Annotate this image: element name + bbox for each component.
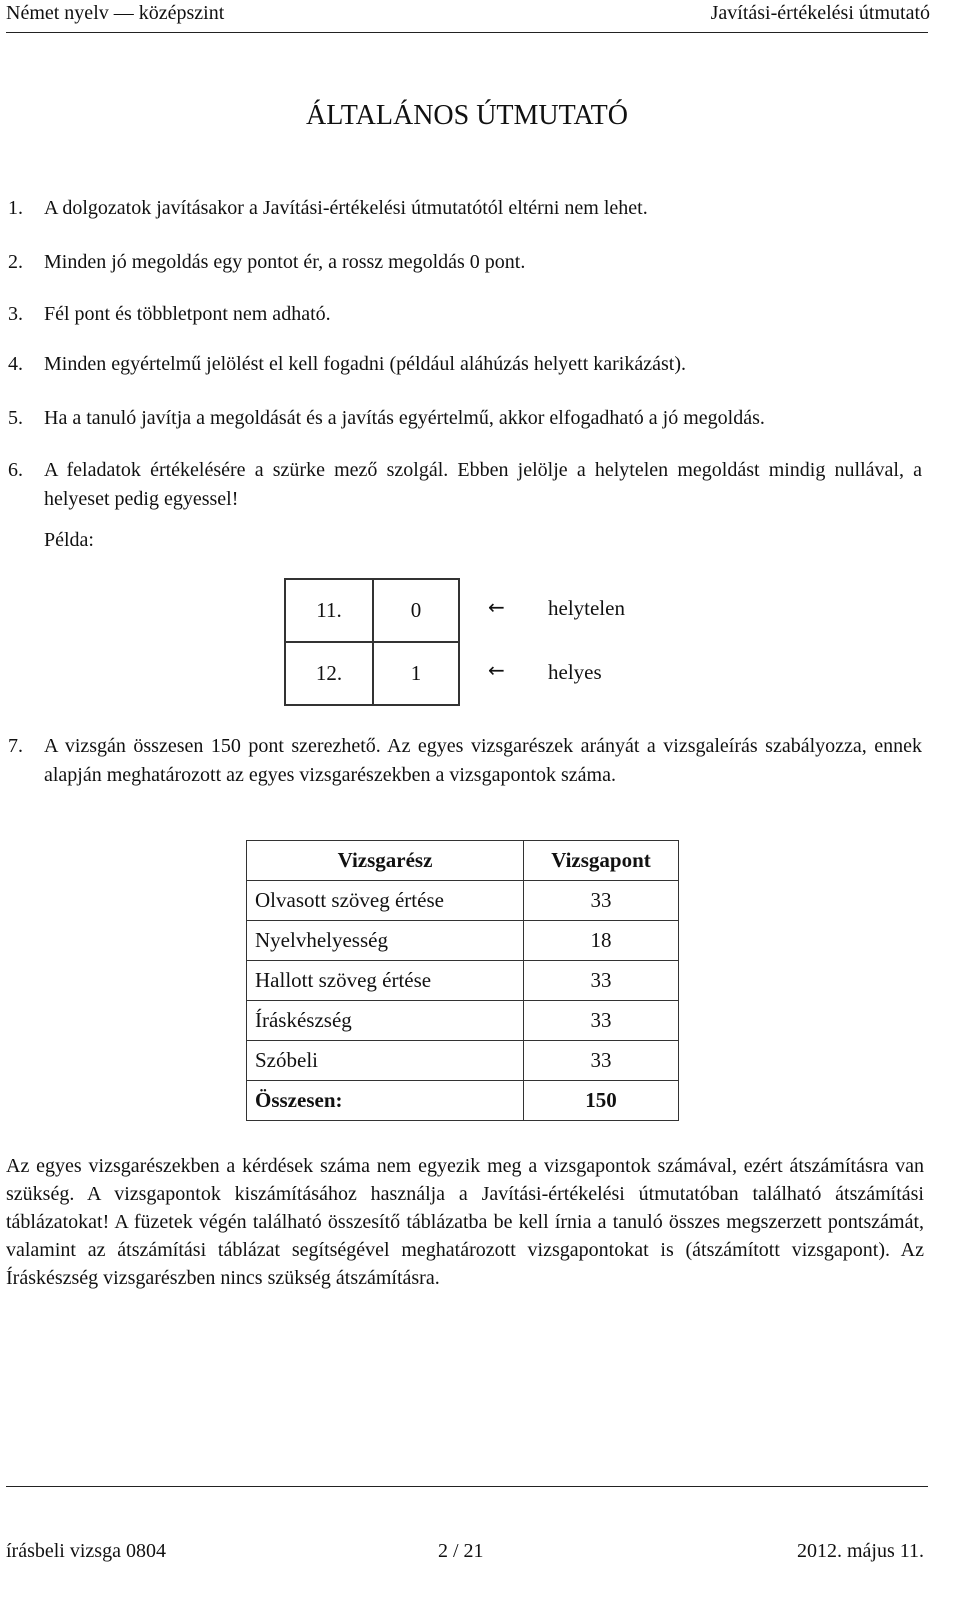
header-subject: Német nyelv — középszint: [6, 2, 225, 24]
exam-points: 33: [524, 1001, 679, 1041]
list-item-3: [8, 300, 922, 329]
exam-part: Hallott szöveg értése: [247, 961, 524, 1001]
column-header: Vizsgapont: [524, 841, 679, 881]
exam-points: 33: [524, 881, 679, 921]
table-total-row: [247, 1081, 679, 1121]
list-item-text: A vizsgán összesen 150 pont szerezhető. Az egyes vizsgarészek arányát a vizsgaleírás szabályozza, ennek alapján meghatározott az egyes vizsgarészekben a vizsgapontok száma.: [44, 735, 922, 786]
list-item-2: [8, 248, 922, 277]
exam-part: Nyelvhelyesség: [247, 921, 524, 961]
list-item-text: A dolgozatok javításakor a Javítási-értékelési útmutatótól eltérni nem lehet.: [44, 197, 648, 219]
conversion-paragraph: Az egyes vizsgarészekben a kérdések száma nem egyezik meg a vizsgapontok számával, ezért átszámításra van szükség. A vizsgapontok kiszámításához használja a Javítási-értékelési útmutatóban található átszámítási táblázatokat! A füzetek végén található összesítő táblázatba be kell írnia a tanuló összes megszerzett pontszámát, valamint az átszámítási táblázat segítségével meghatározott vizsgapontokat is (átszámított vizsgapont). Az Íráskészség vizsgarészben nincs szükség átszámításra.: [6, 1155, 924, 1289]
column-header: Vizsgarész: [247, 841, 524, 881]
footer-exam-code: írásbeli vizsga 0804: [6, 1540, 166, 1562]
list-item-number: 4.: [8, 353, 23, 375]
page-number: 2 / 21: [438, 1540, 484, 1562]
exam-points-table: [246, 840, 679, 1121]
total-points: 150: [524, 1081, 679, 1121]
arrow-left-icon: ←: [488, 595, 505, 619]
table-row: [247, 921, 679, 961]
list-item-1: [8, 194, 922, 223]
table-row: [285, 579, 459, 642]
example-answer-value: 1: [373, 642, 459, 705]
example-task-number: 12.: [285, 642, 373, 705]
list-item-5: [8, 404, 922, 433]
example-note: helytelen: [548, 596, 625, 620]
list-item-text: Minden egyértelmű jelölést el kell fogadni (például aláhúzás helyett karikázást).: [44, 353, 686, 375]
list-item-number: 3.: [8, 303, 23, 325]
exam-points: 33: [524, 1041, 679, 1081]
list-item-number: 6.: [8, 459, 23, 481]
list-item-text: Minden jó megoldás egy pontot ér, a rossz megoldás 0 pont.: [44, 251, 526, 273]
page-title: ÁLTALÁNOS ÚTMUTATÓ: [306, 100, 628, 131]
list-item-number: 7.: [8, 735, 23, 757]
exam-part: Íráskészség: [247, 1001, 524, 1041]
table-row: [247, 1001, 679, 1041]
example-task-number: 11.: [285, 579, 373, 642]
list-item-text: Fél pont és többletpont nem adható.: [44, 303, 331, 325]
table-row: [247, 961, 679, 1001]
list-item-7: [8, 732, 922, 790]
example-label: Példa:: [44, 529, 94, 551]
example-note: helyes: [548, 660, 602, 684]
table-header-row: [247, 841, 679, 881]
example-answer-table: [284, 578, 460, 706]
list-item-number: 5.: [8, 407, 23, 429]
list-item-text: Ha a tanuló javítja a megoldását és a javítás egyértelmű, akkor elfogadható a jó megoldás.: [44, 407, 765, 429]
list-item-text: A feladatok értékelésére a szürke mező szolgál. Ebben jelölje a helytelen megoldást mindig nullával, a helyeset pedig egyessel!: [44, 459, 922, 510]
total-label: Összesen:: [247, 1081, 524, 1121]
exam-points: 18: [524, 921, 679, 961]
table-row: [285, 642, 459, 705]
exam-part: Olvasott szöveg értése: [247, 881, 524, 921]
arrow-left-icon: ←: [488, 658, 505, 682]
header-divider: [6, 32, 928, 33]
list-item-4: [8, 350, 922, 379]
list-item-6: [8, 456, 922, 514]
footer-divider: [6, 1486, 928, 1487]
footer-date: 2012. május 11.: [796, 1540, 924, 1562]
exam-part: Szóbeli: [247, 1041, 524, 1081]
example-answer-value: 0: [373, 579, 459, 642]
list-item-number: 1.: [8, 197, 23, 219]
table-row: [247, 1041, 679, 1081]
table-row: [247, 881, 679, 921]
exam-points: 33: [524, 961, 679, 1001]
list-item-number: 2.: [8, 251, 23, 273]
header-doc-type: Javítási-értékelési útmutató: [710, 2, 930, 24]
